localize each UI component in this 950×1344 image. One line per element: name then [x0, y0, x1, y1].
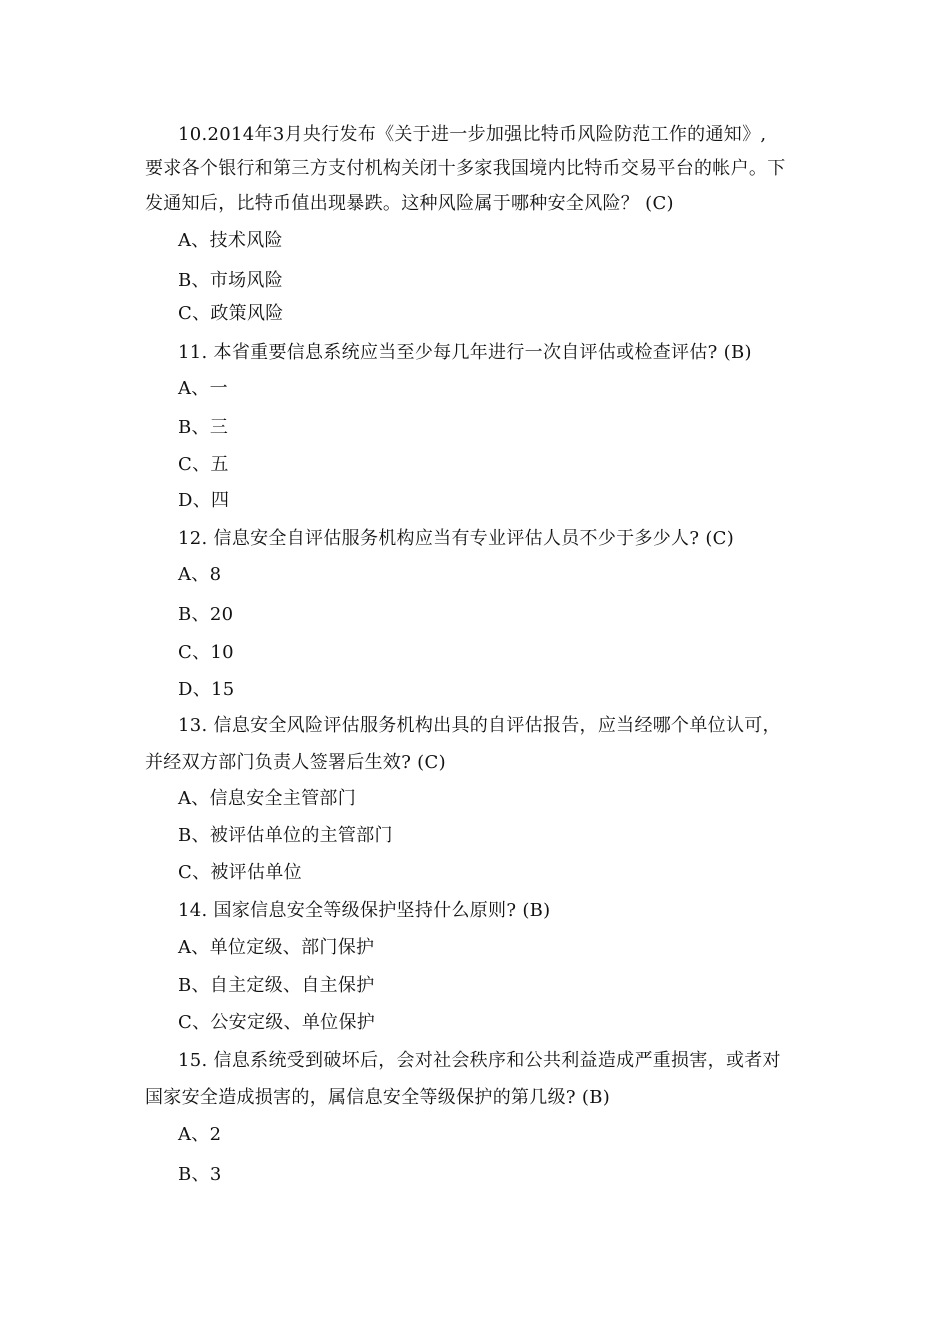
question-12-option-d: D、15 — [178, 679, 235, 700]
question-13-option-b: B、被评估单位的主管部门 — [178, 825, 393, 846]
question-11-line-1: 11. 本省重要信息系统应当至少每几年进行一次自评估或检查评估? (B) — [178, 342, 752, 363]
question-14-option-c: C、公安定级、单位保护 — [178, 1012, 376, 1033]
question-11-option-c: C、五 — [178, 454, 229, 475]
question-10-option-a: A、技术风险 — [178, 230, 283, 251]
question-10-option-c: C、政策风险 — [178, 303, 284, 324]
question-12-option-b: B、20 — [178, 604, 234, 625]
question-12-option-c: C、10 — [178, 642, 234, 663]
question-12-line-1: 12. 信息安全自评估服务机构应当有专业评估人员不少于多少人? (C) — [178, 528, 735, 549]
question-10-option-b: B、市场风险 — [178, 270, 284, 291]
question-13-option-c: C、被评估单位 — [178, 862, 302, 883]
question-13-line-1: 13. 信息安全风险评估服务机构出具的自评估报告，应当经哪个单位认可， — [178, 715, 781, 736]
question-15-option-b: B、3 — [178, 1164, 222, 1185]
question-13-line-2: 并经双方部门负责人签署后生效? (C) — [145, 752, 446, 773]
question-10-line-3: 发通知后，比特币值出现暴跌。这种风险属于哪种安全风险？ (C) — [145, 193, 674, 214]
question-10-line-2: 要求各个银行和第三方支付机构关闭十多家我国境内比特币交易平台的帐户。下 — [145, 158, 786, 179]
question-15-line-2: 国家安全造成损害的，属信息安全等级保护的第几级? (B) — [145, 1087, 611, 1108]
question-15-line-1: 15. 信息系统受到破坏后，会对社会秩序和公共利益造成严重损害，或者对 — [178, 1050, 781, 1071]
question-14-line-1: 14. 国家信息安全等级保护坚持什么原则? (B) — [178, 900, 551, 921]
question-11-option-b: B、三 — [178, 417, 229, 438]
question-10-line-1: 10.2014年3月央行发布《关于进一步加强比特币风险防范工作的通知》, — [178, 124, 767, 145]
question-11-option-a: A、一 — [178, 378, 228, 399]
question-14-option-b: B、自主定级、自主保护 — [178, 975, 375, 996]
question-15-option-a: A、2 — [178, 1124, 222, 1145]
question-11-option-d: D、四 — [178, 490, 230, 511]
question-14-option-a: A、单位定级、部门保护 — [178, 937, 375, 958]
question-12-option-a: A、8 — [178, 564, 222, 585]
question-13-option-a: A、信息安全主管部门 — [178, 788, 356, 809]
